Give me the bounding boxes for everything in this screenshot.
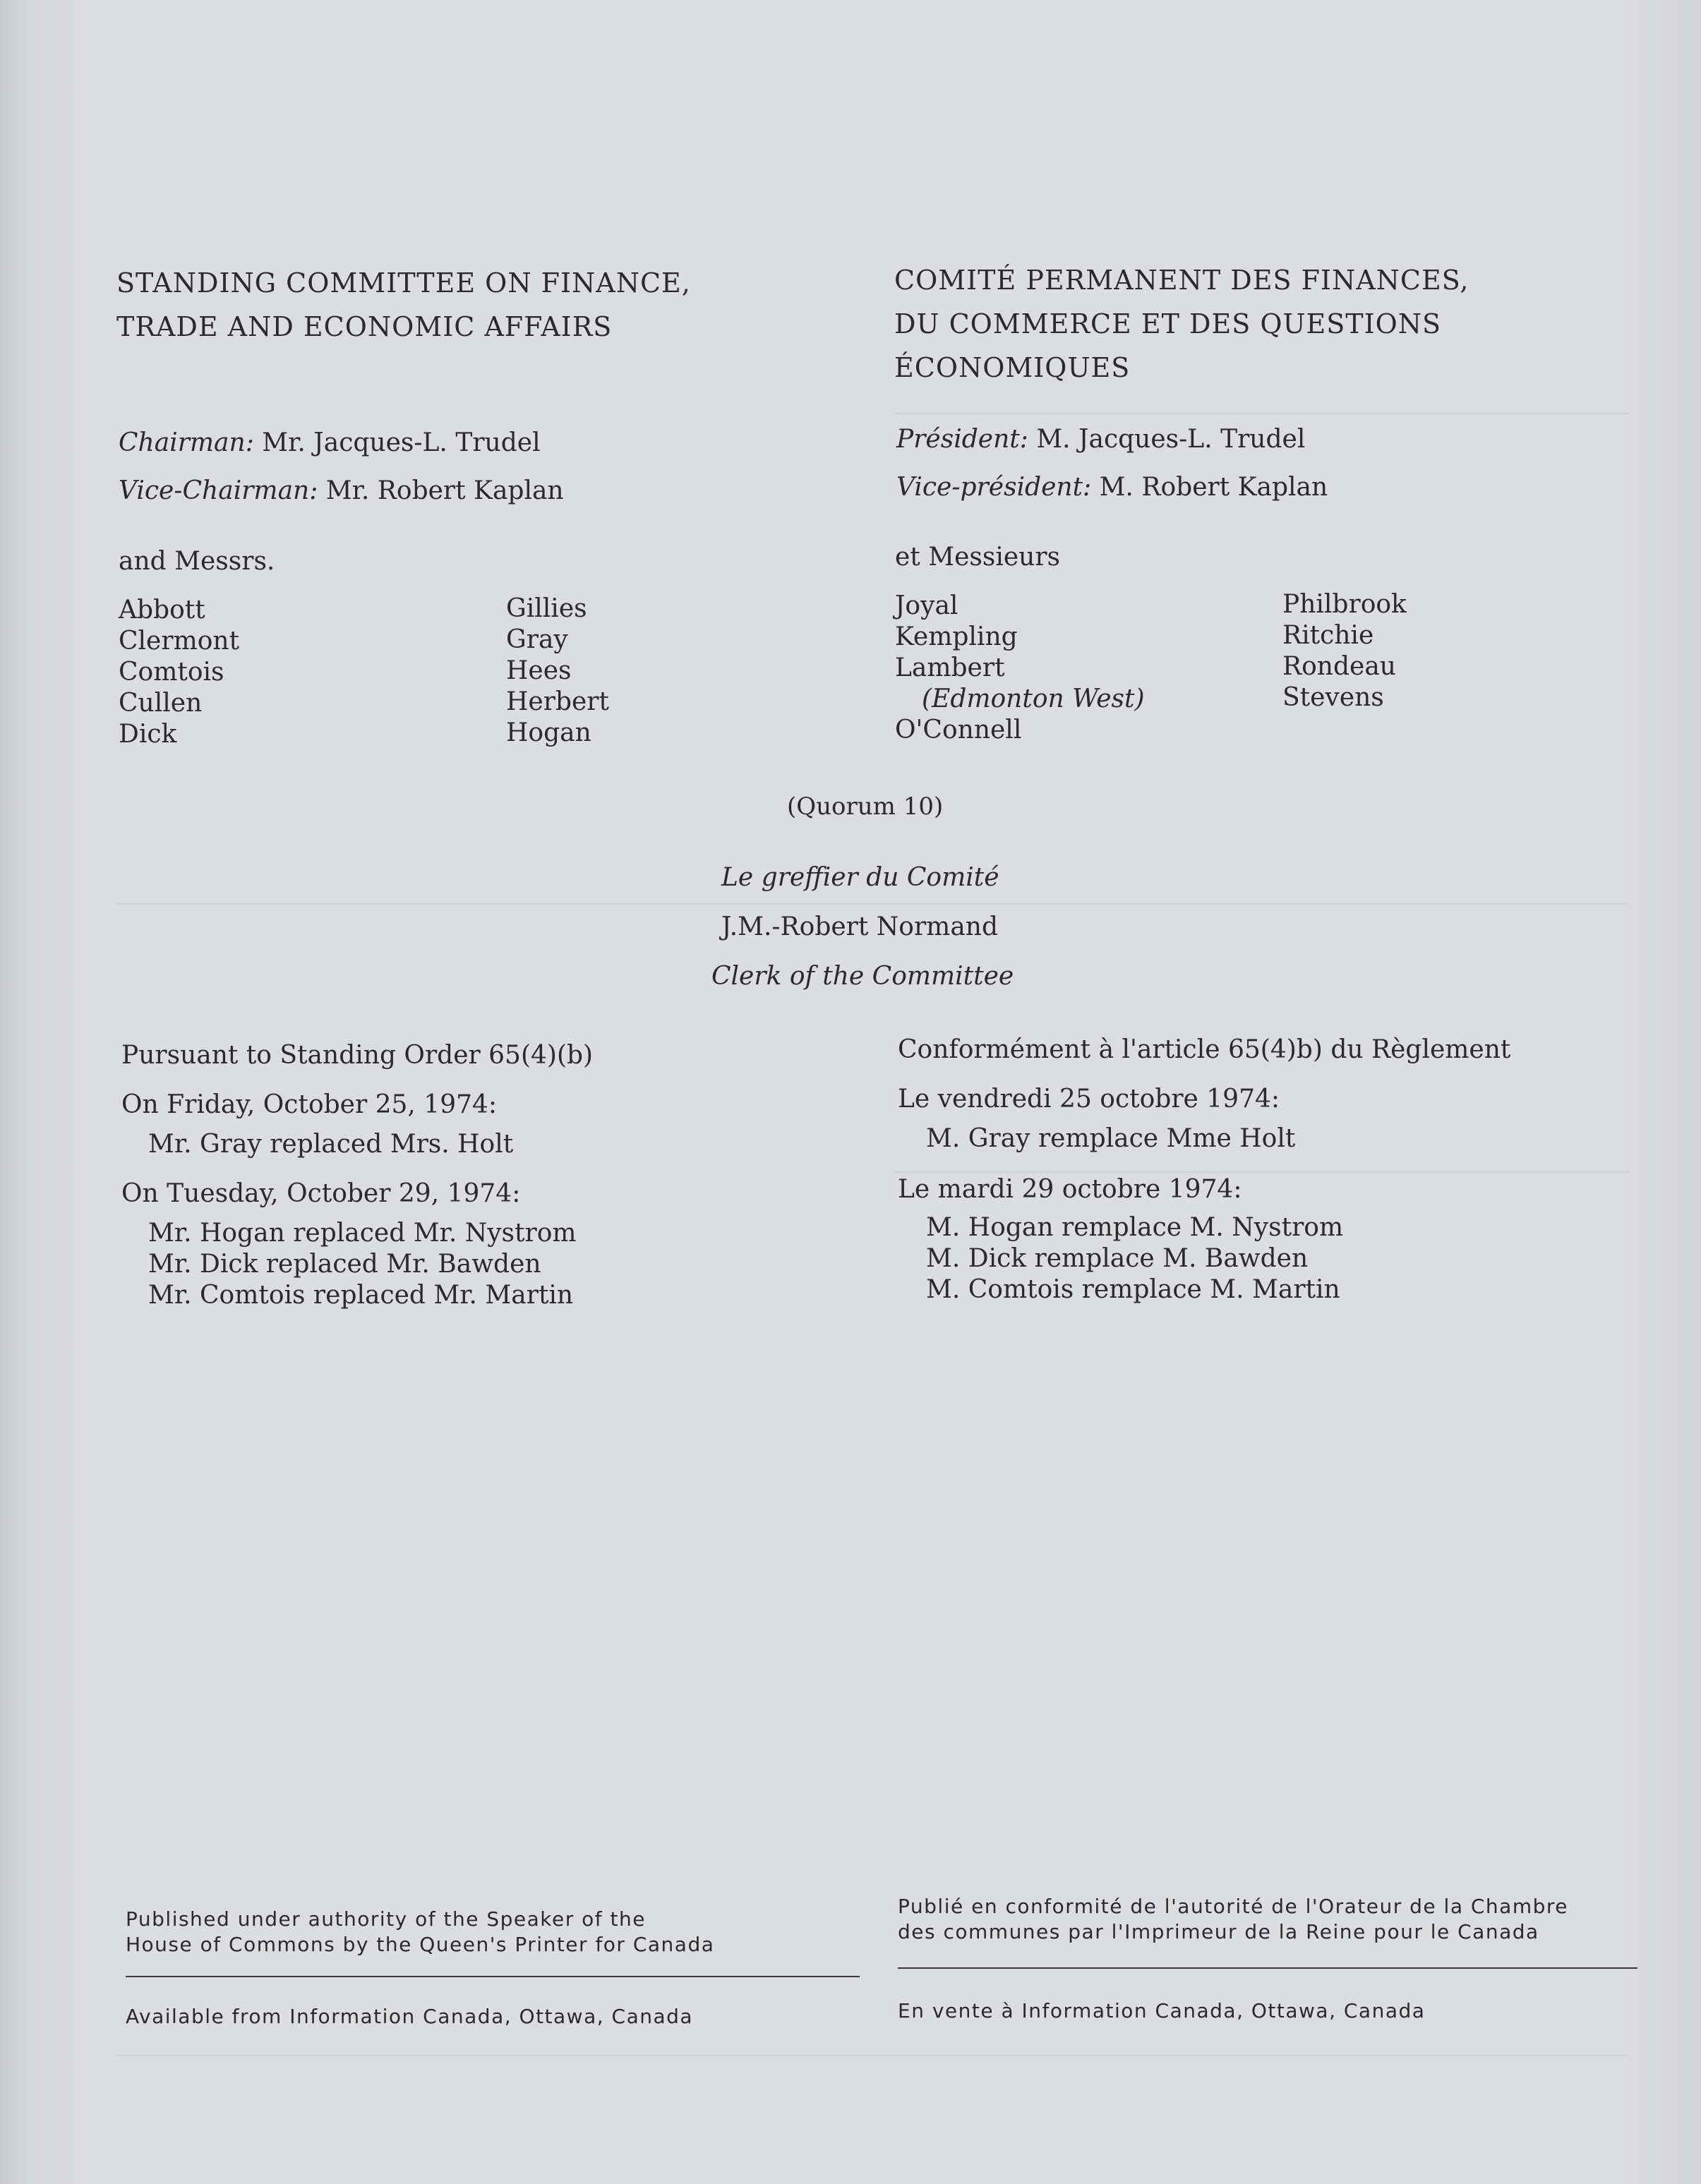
member-name: Dick	[119, 720, 177, 749]
left-vice-label: Vice-Chairman:	[119, 476, 318, 505]
right-title-line-2: DU COMMERCE ET DES QUESTIONS	[894, 308, 1442, 339]
right-change-item: M. Comtois remplace M. Martin	[926, 1275, 1340, 1304]
right-vice-label: Vice-président:	[896, 473, 1092, 502]
member-name: Abbott	[119, 596, 205, 625]
member-name: Gillies	[506, 594, 587, 623]
faint-rule-2	[116, 903, 1627, 905]
left-vice-chairman	[119, 478, 564, 504]
member-name: Clermont	[119, 627, 240, 656]
left-date-1: On Friday, October 25, 1974:	[121, 1090, 498, 1119]
left-members-intro: and Messrs.	[119, 547, 275, 576]
right-available: En vente à Information Canada, Ottawa, Canada	[898, 1999, 1426, 2022]
right-pursuant: Conformément à l'article 65(4)b) du Règlement	[898, 1035, 1511, 1064]
left-change-item: Mr. Gray replaced Mrs. Holt	[148, 1130, 514, 1159]
right-published-line-2: des communes par l'Imprimeur de la Reine pour le Canada	[898, 1920, 1539, 1943]
left-published-line-2: House of Commons by the Queen's Printer for Canada	[126, 1933, 715, 1956]
member-name: Herbert	[506, 687, 609, 716]
left-published-notice	[126, 1907, 714, 1957]
member-name: Lambert	[895, 653, 1005, 682]
right-members-intro: et Messieurs	[895, 543, 1061, 572]
left-change-item: Mr. Hogan replaced Mr. Nystrom	[148, 1219, 577, 1248]
right-change-item: M. Hogan remplace M. Nystrom	[926, 1213, 1344, 1242]
right-date-2-items	[926, 1212, 1343, 1305]
right-president	[896, 427, 1305, 452]
member-name: Hogan	[506, 718, 591, 747]
clerk-name: J.M.-Robert Normand	[721, 912, 999, 941]
right-title-line-1: COMITÉ PERMANENT DES FINANCES,	[894, 265, 1469, 296]
quorum: (Quorum 10)	[787, 792, 944, 821]
left-change-item: Mr. Dick replaced Mr. Bawden	[148, 1250, 541, 1279]
right-chair-name: M. Jacques-L. Trudel	[1036, 425, 1306, 454]
left-date-2: On Tuesday, October 29, 1974:	[121, 1179, 521, 1208]
right-change-item: M. Gray remplace Mme Holt	[926, 1124, 1296, 1153]
member-name: O'Connell	[895, 716, 1022, 744]
left-title-line-1: STANDING COMMITTEE ON FINANCE,	[116, 267, 691, 298]
member-riding: (Edmonton West)	[922, 684, 1145, 713]
left-footer-rule	[126, 1976, 860, 1977]
clerk-title-fr: Le greffier du Comité	[721, 863, 999, 892]
right-vice-name: M. Robert Kaplan	[1099, 473, 1328, 502]
member-name: Cullen	[119, 689, 203, 718]
left-published-line-1: Published under authority of the Speaker of the	[126, 1907, 646, 1931]
left-pursuant: Pursuant to Standing Order 65(4)(b)	[121, 1041, 594, 1070]
right-chair-label: Président:	[896, 425, 1028, 454]
member-name: Comtois	[119, 658, 224, 687]
member-name: Rondeau	[1282, 652, 1396, 681]
right-date-2: Le mardi 29 octobre 1974:	[898, 1175, 1242, 1204]
member-name: Hees	[506, 656, 572, 685]
right-change-item: M. Dick remplace M. Bawden	[926, 1244, 1309, 1273]
member-name: Joyal	[895, 591, 958, 620]
right-date-1: Le vendredi 25 octobre 1974:	[898, 1085, 1280, 1114]
right-footer-rule	[898, 1967, 1637, 1969]
left-date-2-items	[148, 1218, 577, 1311]
member-name: Kempling	[895, 622, 1018, 651]
right-published-line-1: Publié en conformité de l'autorité de l'Orateur de la Chambre	[898, 1895, 1569, 1918]
left-title-line-2: TRADE AND ECONOMIC AFFAIRS	[116, 311, 613, 342]
member-name: Ritchie	[1282, 621, 1374, 650]
right-vice-president	[896, 475, 1328, 500]
members-column-2	[506, 593, 609, 749]
left-vice-name: Mr. Robert Kaplan	[325, 476, 564, 505]
members-column-3	[895, 591, 1145, 746]
left-chairman	[119, 430, 541, 456]
member-name: Stevens	[1282, 683, 1384, 712]
member-name: Gray	[506, 625, 568, 654]
left-change-item: Mr. Comtois replaced Mr. Martin	[148, 1281, 574, 1310]
left-available: Available from Information Canada, Ottawa, Canada	[126, 2005, 694, 2028]
left-chair-label: Chairman:	[119, 428, 254, 457]
members-column-1	[119, 595, 239, 750]
faint-rule-1	[894, 413, 1628, 414]
clerk-title-en: Clerk of the Committee	[711, 962, 1014, 991]
faint-rule-3	[894, 1171, 1628, 1173]
right-title-line-3: ÉCONOMIQUES	[894, 352, 1131, 383]
member-name: Philbrook	[1282, 590, 1407, 619]
right-published-notice	[898, 1894, 1568, 1945]
members-column-4	[1282, 589, 1407, 713]
faint-rule-4	[116, 2055, 1627, 2056]
left-chair-name: Mr. Jacques-L. Trudel	[262, 428, 541, 457]
